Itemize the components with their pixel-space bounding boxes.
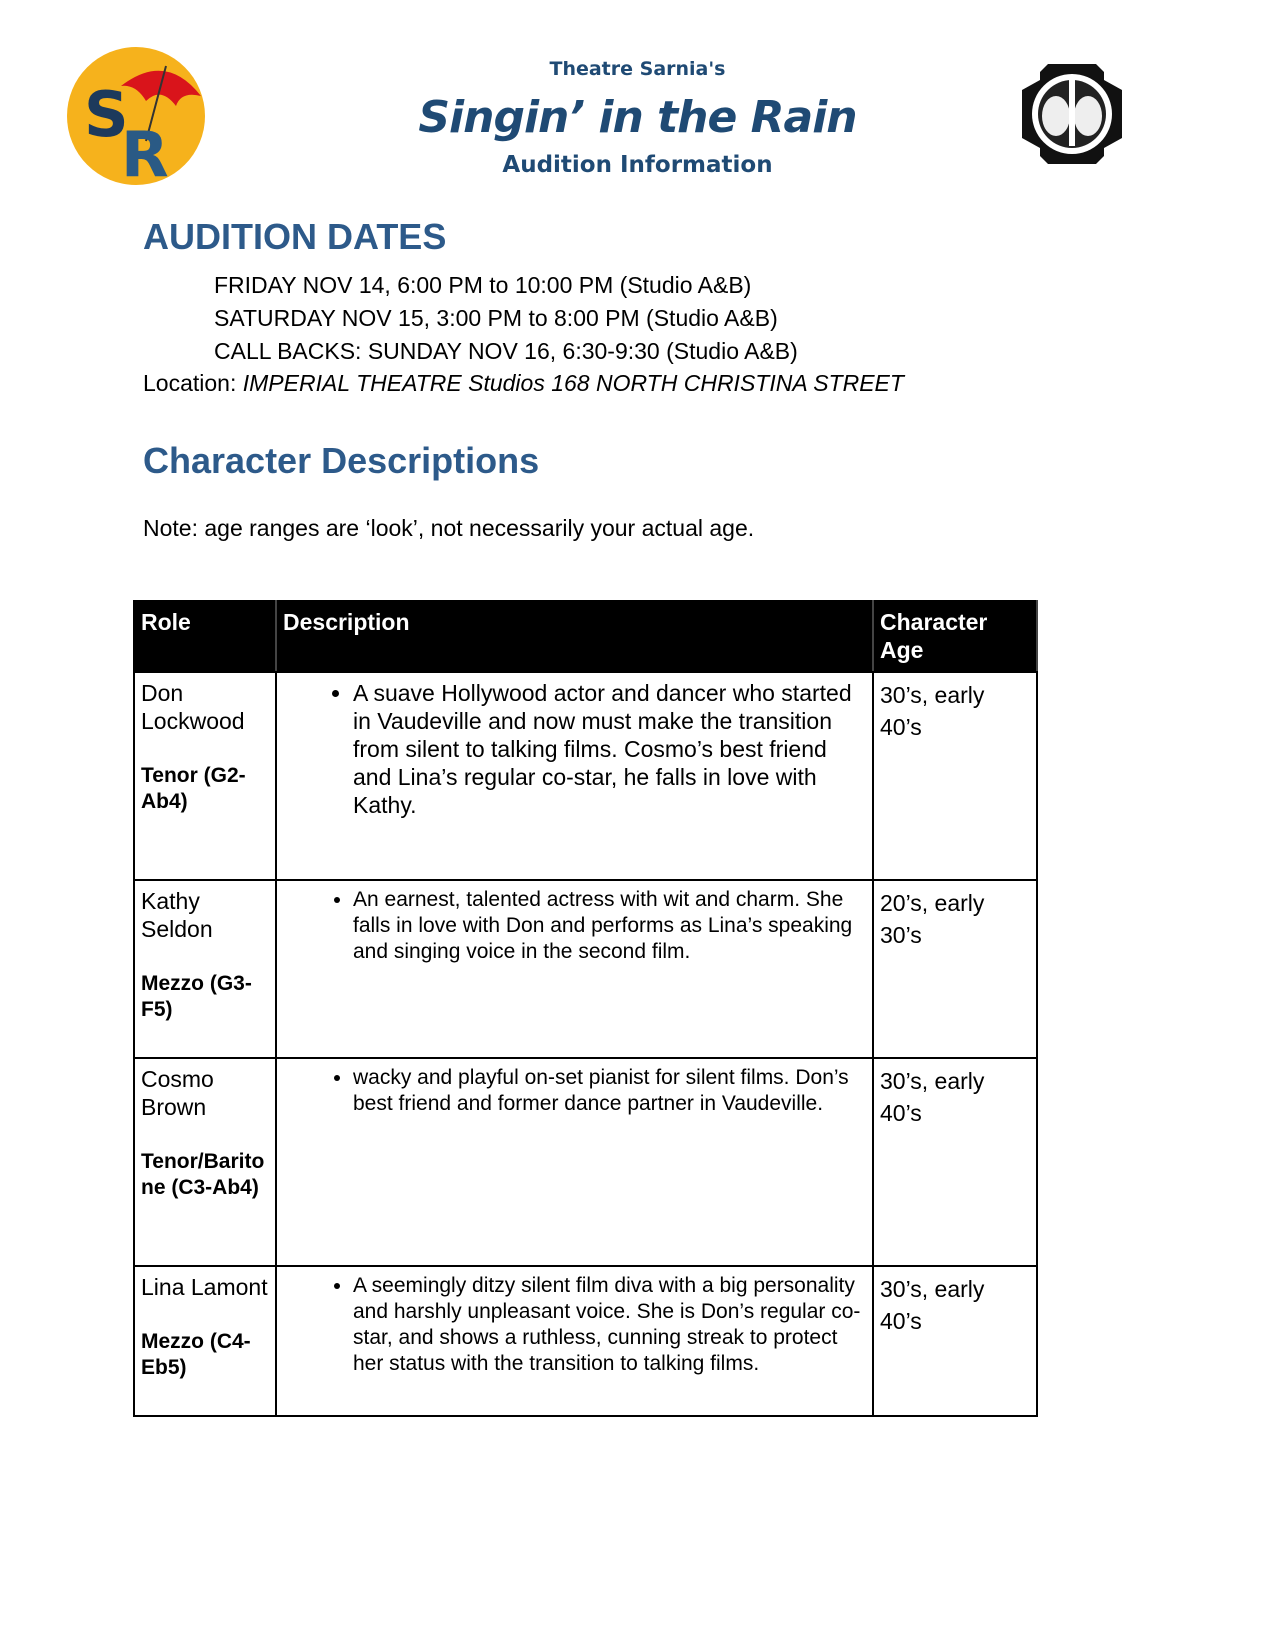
table-row: [134, 672, 1037, 880]
table-row: [134, 1266, 1037, 1416]
age-note: Note: age ranges are ‘look’, not necessarily your actual age.: [143, 515, 755, 541]
location-value: IMPERIAL THEATRE Studios 168 NORTH CHRISTINA STREET: [242, 370, 904, 396]
voice-range: Tenor (G2-Ab4): [141, 764, 246, 813]
show-title: Singin’ in the Rain: [418, 92, 857, 143]
table-row: [134, 880, 1037, 1058]
description-text: • A seemingly ditzy silent film diva with a big personality and harshly unpleasant voice. She is Don’s regular co-star, and shows a ruthless, cunning streak to protect her status with the transition to talking films.: [353, 1273, 866, 1377]
role-name: Don Lockwood: [141, 680, 245, 734]
age-text: 30’s, early 40’s: [880, 1276, 985, 1334]
description-cell: [276, 1266, 873, 1416]
location-label: Location:: [143, 370, 243, 396]
svg-text:S: S: [84, 78, 129, 151]
table-header-row: [134, 601, 1037, 672]
role-cell: [134, 1266, 276, 1416]
description-cell: [276, 1058, 873, 1266]
voice-range: Tenor/Baritone (C3-Ab4): [141, 1150, 265, 1199]
age-text: 30’s, early 40’s: [880, 682, 985, 740]
svg-text:R: R: [121, 118, 169, 186]
description-text: • An earnest, talented actress with wit and charm. She falls in love with Don and performs as Lina’s speaking and singing voice in the second film.: [353, 887, 866, 965]
age-cell: [873, 880, 1037, 1058]
age-text: 30’s, early 40’s: [880, 1068, 985, 1126]
column-header-role: Role: [134, 601, 276, 672]
table-row: [134, 1058, 1037, 1266]
location: [143, 370, 904, 397]
column-header-description: Description: [276, 601, 873, 672]
role-cell: [134, 1058, 276, 1266]
description-cell: [276, 672, 873, 880]
column-header-age: Character Age: [873, 601, 1037, 672]
age-cell: [873, 1058, 1037, 1266]
callback-date: CALL BACKS: SUNDAY NOV 16, 6:30-9:30 (Studio A&B): [214, 338, 798, 364]
character-table: [133, 600, 1038, 1417]
audition-dates-heading: AUDITION DATES: [143, 216, 447, 257]
audition-date: SATURDAY NOV 15, 3:00 PM to 8:00 PM (Studio A&B): [214, 305, 778, 331]
age-cell: [873, 672, 1037, 880]
description-text: • A suave Hollywood actor and dancer who started in Vaudeville and now must make the transition from silent to talking films. Cosmo’s best friend and Lina’s regular co-star, he falls in love with Kathy.: [353, 679, 866, 819]
role-name: Lina Lamont: [141, 1274, 268, 1300]
role-name: Cosmo Brown: [141, 1066, 214, 1120]
role-cell: [134, 672, 276, 880]
description-text: • wacky and playful on-set pianist for silent films. Don’s best friend and former dance partner in Vaudeville.: [353, 1065, 866, 1117]
role-name: Kathy Seldon: [141, 888, 213, 942]
age-cell: [873, 1266, 1037, 1416]
role-cell: [134, 880, 276, 1058]
audition-date: FRIDAY NOV 14, 6:00 PM to 10:00 PM (Studio A&B): [214, 272, 752, 298]
theatre-name: Theatre Sarnia's: [549, 58, 726, 80]
voice-range: Mezzo (G3-F5): [141, 972, 252, 1021]
character-descriptions-heading: Character Descriptions: [143, 440, 540, 481]
age-text: 20’s, early 30’s: [880, 890, 985, 948]
description-cell: [276, 880, 873, 1058]
page-subtitle: Audition Information: [502, 152, 773, 178]
voice-range: Mezzo (C4-Eb5): [141, 1330, 251, 1379]
